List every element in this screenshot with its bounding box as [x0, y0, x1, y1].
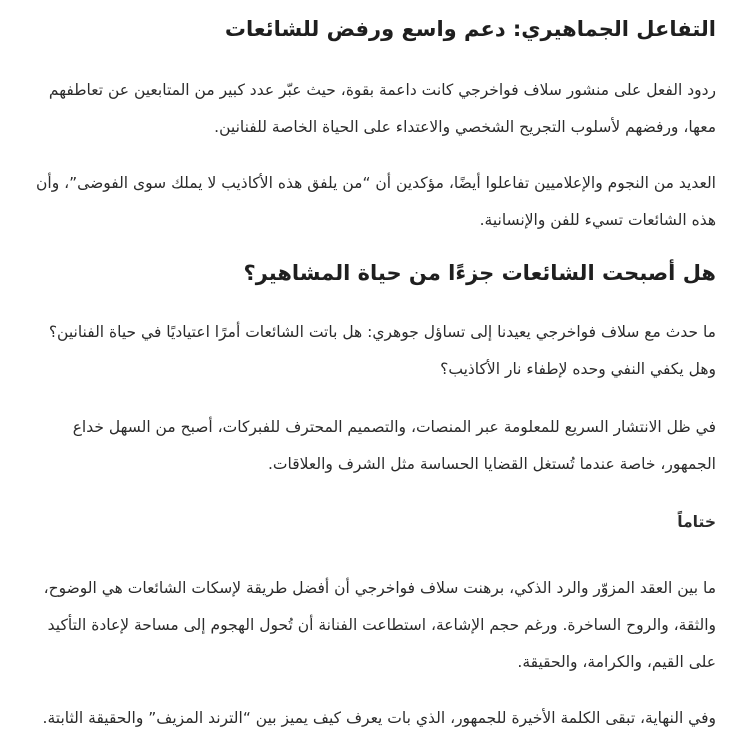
paragraph-reactions: ردود الفعل على منشور سلاف فواخرجي كانت داعمة بقوة، حيث عبّر عدد كبير من المتابعين عن تعاطفهم معها، ورفضهم لأسلوب التجريح الشخصي والاعتداء على الحياة الخاصة للفنانين. [48, 81, 716, 136]
paragraph-conclusion: ما بين العقد المزوّر والرد الذكي، برهنت سلاف فواخرجي أن أفضل طريقة لإسكات الشائعات هي الوضوح، والثقة، والروح الساخرة. ورغم حجم الإشاعة، استطاعت الفنانة أن تُحول الهجوم إلى مساحة لإعادة التأكيد على القيم، والكرامة، والحقيقة. [43, 579, 716, 671]
paragraph-celebrities: العديد من النجوم والإعلاميين تفاعلوا أيضًا، مؤكدين أن “من يلفق هذه الأكاذيب لا يملك سوى الفوضى”، وأن هذه الشائعات تسيء للفن والإنسانية. [36, 174, 716, 229]
paragraph-final: وفي النهاية، تبقى الكلمة الأخيرة للجمهور، الذي بات يعرف كيف يميز بين “الترند المزيف” والحقيقة الثابتة. [42, 709, 716, 727]
section-heading-rumors-question: هل أصبحت الشائعات جزءًا من حياة المشاهير؟ [243, 261, 716, 285]
section-heading-public-reaction: التفاعل الجماهيري: دعم واسع ورفض للشائعات [224, 17, 716, 41]
paragraph-spread: في ظل الانتشار السريع للمعلومة عبر المنصات، والتصميم المحترف للفبركات، أصبح من السهل خداع الجمهور، خاصة عندما تُستغل القضايا الحساسة مثل الشرف والعلاقات. [72, 418, 716, 473]
paragraph-question: ما حدث مع سلاف فواخرجي يعيدنا إلى تساؤل جوهري: هل باتت الشائعات أمرًا اعتياديًا في حياة الفنانين؟ وهل يكفي النفي وحده لإطفاء نار الأكاذيب؟ [48, 323, 716, 378]
closing-label: ختاماً [677, 513, 716, 531]
